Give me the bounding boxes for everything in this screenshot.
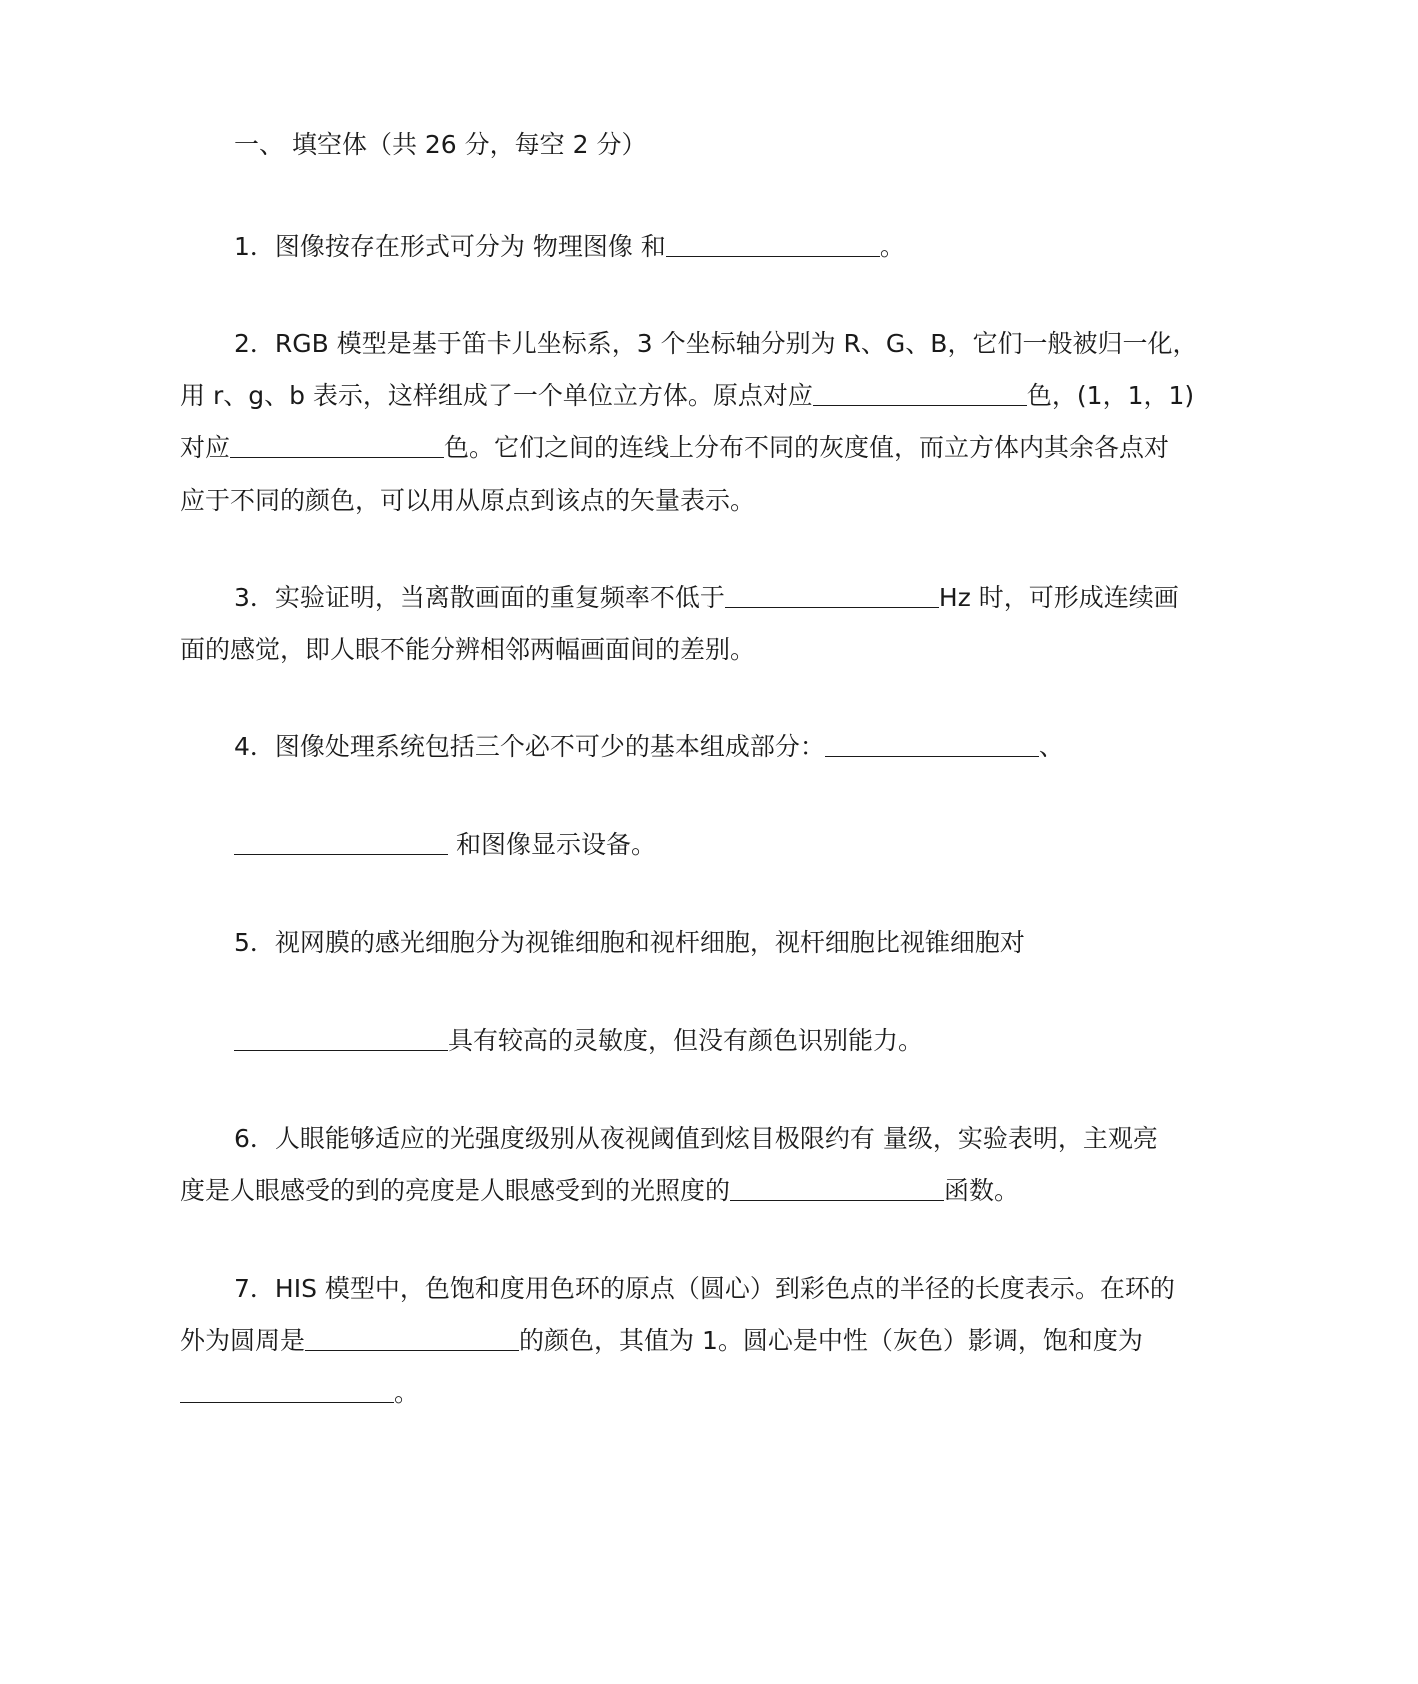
question-text: 4．图像处理系统包括三个必不可少的基本组成部分：	[234, 732, 825, 761]
question-4-line-1	[234, 732, 1294, 762]
question-text: 5．视网膜的感光细胞分为视锥细胞和视杆细胞，视杆细胞比视锥细胞对	[234, 928, 1025, 957]
answer-blank	[725, 583, 939, 608]
question-text: 。	[879, 232, 905, 261]
question-2-line-4	[180, 486, 1240, 516]
question-text: 3．实验证明，当离散画面的重复频率不低于	[234, 583, 725, 612]
question-text: 7．HIS 模型中，色饱和度用色环的原点（圆心）到彩色点的半径的长度表示。在环的	[234, 1274, 1175, 1303]
question-4-line-2	[234, 830, 1294, 860]
answer-blank	[230, 433, 444, 458]
question-text: 和图像显示设备。	[448, 830, 656, 859]
question-3-line-2	[180, 635, 1240, 665]
question-text: 。	[394, 1378, 420, 1407]
question-text: 度是人眼感受的到的亮度是人眼感受到的光照度的	[180, 1176, 731, 1205]
question-text: 函数。	[944, 1176, 1020, 1205]
question-text: 外为圆周是	[180, 1326, 306, 1355]
question-text: 色。它们之间的连线上分布不同的灰度值，而立方体内其余各点对	[444, 433, 1170, 462]
answer-blank	[666, 232, 880, 257]
question-7-line-2	[180, 1326, 1240, 1356]
question-text: 的颜色，其值为 1。圆心是中性（灰色）影调，饱和度为	[519, 1326, 1143, 1355]
question-text: 具有较高的灵敏度，但没有颜色识别能力。	[448, 1026, 924, 1055]
question-text: 应于不同的颜色，可以用从原点到该点的矢量表示。	[180, 486, 756, 515]
answer-blank	[305, 1326, 519, 1351]
section-heading-text: 一、 填空体（共 26 分，每空 2 分）	[234, 130, 647, 159]
question-text: 2．RGB 模型是基于笛卡儿坐标系，3 个坐标轴分别为 R、G、B，它们一般被归一化，	[234, 329, 1198, 358]
section-heading	[234, 130, 1294, 160]
question-2-line-2	[180, 381, 1240, 411]
question-6-line-2	[180, 1176, 1240, 1206]
question-text: 面的感觉，即人眼不能分辨相邻两幅画面间的差别。	[180, 635, 756, 664]
question-3-line-1	[234, 583, 1294, 613]
question-5-line-1	[234, 928, 1294, 958]
answer-blank	[730, 1176, 944, 1201]
answer-blank	[180, 1378, 394, 1403]
answer-blank	[825, 732, 1039, 757]
question-2-line-3	[180, 433, 1240, 463]
question-text: 1．图像按存在形式可分为 物理图像 和	[234, 232, 666, 261]
question-text: 色，(1，1，1)	[1026, 381, 1195, 410]
question-1-line-1	[234, 232, 1294, 262]
question-text: 对应	[180, 433, 231, 462]
question-7-line-3	[180, 1378, 1240, 1408]
question-2-line-1	[234, 329, 1294, 359]
question-text: 6．人眼能够适应的光强度级别从夜视阈值到炫目极限约有 量级，实验表明，主观亮	[234, 1124, 1158, 1153]
question-text: Hz 时，可形成连续画	[938, 583, 1179, 612]
question-6-line-1	[234, 1124, 1294, 1154]
question-5-line-2	[234, 1026, 1294, 1056]
question-text: 、	[1038, 732, 1064, 761]
answer-blank	[813, 381, 1027, 406]
question-7-line-1	[234, 1274, 1294, 1304]
answer-blank	[234, 830, 448, 855]
answer-blank	[234, 1026, 448, 1051]
question-text: 用 r、g、b 表示，这样组成了一个单位立方体。原点对应	[180, 381, 813, 410]
